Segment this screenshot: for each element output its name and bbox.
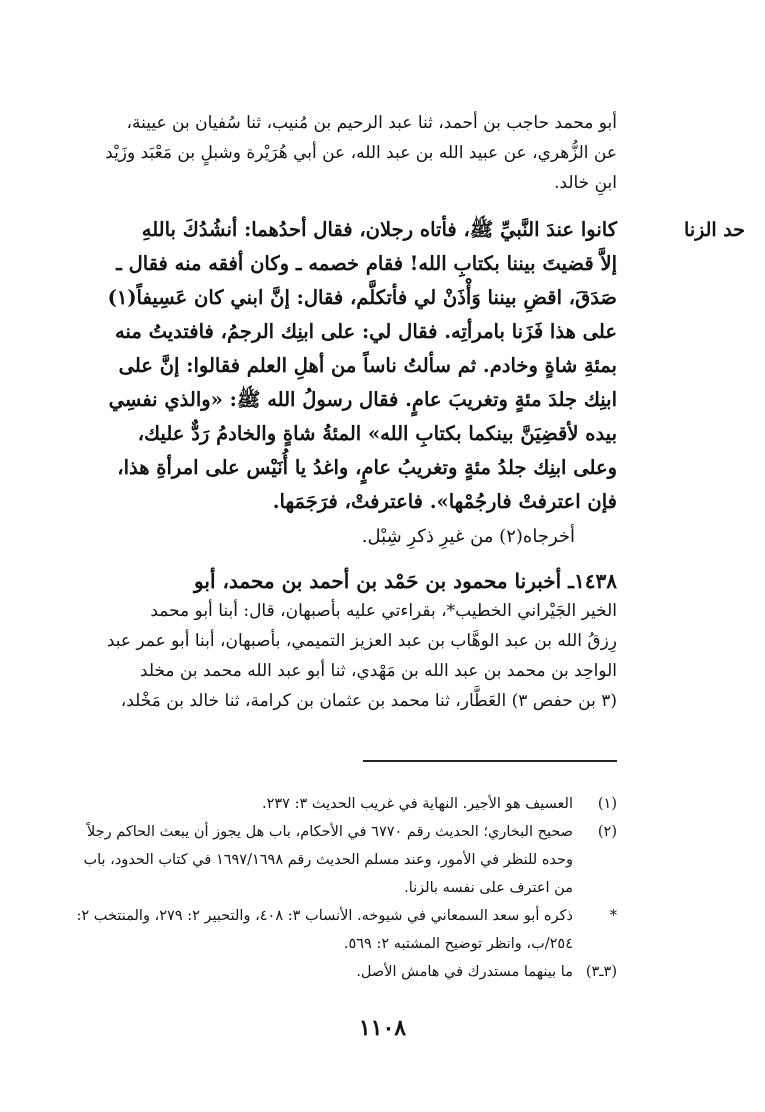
- text-line: فإن اعترفتْ فارجُمْها». فاعترفتْ، فرَجَمَها.: [272, 490, 617, 513]
- footnote: [63, 958, 617, 986]
- footnote: [63, 818, 617, 902]
- footnote-number: (٣ـ٣): [585, 964, 617, 980]
- text-line: ابنِ خالد.: [554, 173, 617, 193]
- hadith-text: [63, 213, 617, 519]
- text-line: كانوا عندَ النَّبيِّ ﷺ، فأتاه رجلان، فقال أحدُهما: أنشُدُكَ باللهِ: [141, 218, 617, 241]
- footnote-number: (٢): [597, 824, 617, 840]
- text-line: صَدَقَ، اقضِ بيننا وَأْذَنْ لي فأتكلَّم، فقال: إنَّ ابني كان عَسِيفاً(١): [107, 286, 617, 309]
- entry-heading: ١٤٣٨ـ أخبرنا محمود بن حَمْد بن أحمد بن محمد، أبو: [194, 569, 617, 593]
- text-line: عن الزُّهري، عن عبيد الله بن عبد الله، عن أبي هُرَيْرة وشبلٍ بن مَعْبَد وزَيْد: [105, 143, 617, 163]
- isnad-intro: [63, 108, 617, 198]
- text-line: بيده لأقضِيَنَّ بينكما بكتابِ الله» المئةُ شاةٍ والخادمُ رَدٌّ عليك،: [137, 422, 617, 445]
- text-line: الخير الجَيْراني الخطيب*، بقراءتي عليه بأصبهان، قال: أبنا أبو محمد: [150, 601, 617, 621]
- takhrij-note: أخرجاه(٢) من غيرِ ذكرِ شِبْل.: [361, 526, 575, 547]
- text-line: على هذا فَزَنا بامرأتِه. فقال لي: على ابنِك الرجمُ، فافتديتُ منه: [115, 320, 617, 343]
- page-number: ١١٠٨: [358, 1015, 407, 1041]
- text-line: (٣ بن حفص ٣) العَطَّار، ثنا محمد بن عثمان بن كرامة، ثنا خالد بن مَخْلد،: [120, 691, 617, 711]
- hadith-entry-1438: [63, 566, 617, 716]
- text-line: إلاَّ قضيتَ بيننا بكتابِ الله! فقام خصمه ـ وكان أفقه منه فقال ـ: [116, 252, 617, 275]
- text-line: أبو محمد حاجب بن أحمد، ثنا عبد الرحيم بن مُنيب، ثنا سُفيان بن عيينة،: [126, 113, 617, 133]
- text-line: رِزقُ الله بن عبد الوهَّاب بن عبد العزيز التميمي، بأصبهان، أبنا أبو عمر عبد: [106, 631, 617, 651]
- footnote-separator: [363, 760, 617, 762]
- text-line: وعلى ابنِك جلدُ مئةٍ وتغريبُ عامٍ، واغدُ يا أُنَيْس على امرأةِ هذا،: [117, 456, 617, 479]
- text-line: ابنِك جلدَ مئةٍ وتغريبَ عامٍ. فقال رسولُ الله ﷺ: «والذي نفسِي: [108, 388, 617, 411]
- footnote: [63, 902, 617, 958]
- text-line: الواحِد بن محمد بن عبد الله بن مَهْدي، ثنا أبو عبد الله محمد بن مخلد: [139, 661, 617, 681]
- footnote-number: (١): [597, 796, 617, 812]
- footnote-text: العسيف هو الأجير. النهاية في غريب الحديث ٣: ٢٣٧.: [262, 796, 573, 812]
- margin-label: حد الزنا: [684, 219, 745, 241]
- text-line: بمئةِ شاةٍ وخادم. ثم سألتُ ناساً من أهلِ العلم فقالوا: إنَّ على: [118, 354, 617, 377]
- footnote-number: *: [609, 908, 617, 924]
- footnote-text: ذكره أبو سعد السمعاني في شيوخه. الأنساب ٣: ٤٠٨، والتحبير ٢: ٢٧٩، والمنتخب ٢: ٢٥٤/ب، وانظر توضيح المشتبه ٢: ٥٦٩.: [76, 908, 573, 952]
- footnotes: [63, 790, 617, 986]
- footnote-text: صحيح البخاري؛ الحديث رقم ٦٧٧٠ في الأحكام، باب هل يجوز أن يبعث الحاكم رجلاً وحده للنظر في الأمور، وعند مسلم الحديث رقم ١٦٩٧/١٦٩٨ في كتاب الحدود، باب من اعترف على نفسه بالزنا.: [83, 824, 573, 896]
- footnote: [63, 790, 617, 818]
- footnote-text: ما بينهما مستدرك في هامش الأصل.: [356, 964, 573, 980]
